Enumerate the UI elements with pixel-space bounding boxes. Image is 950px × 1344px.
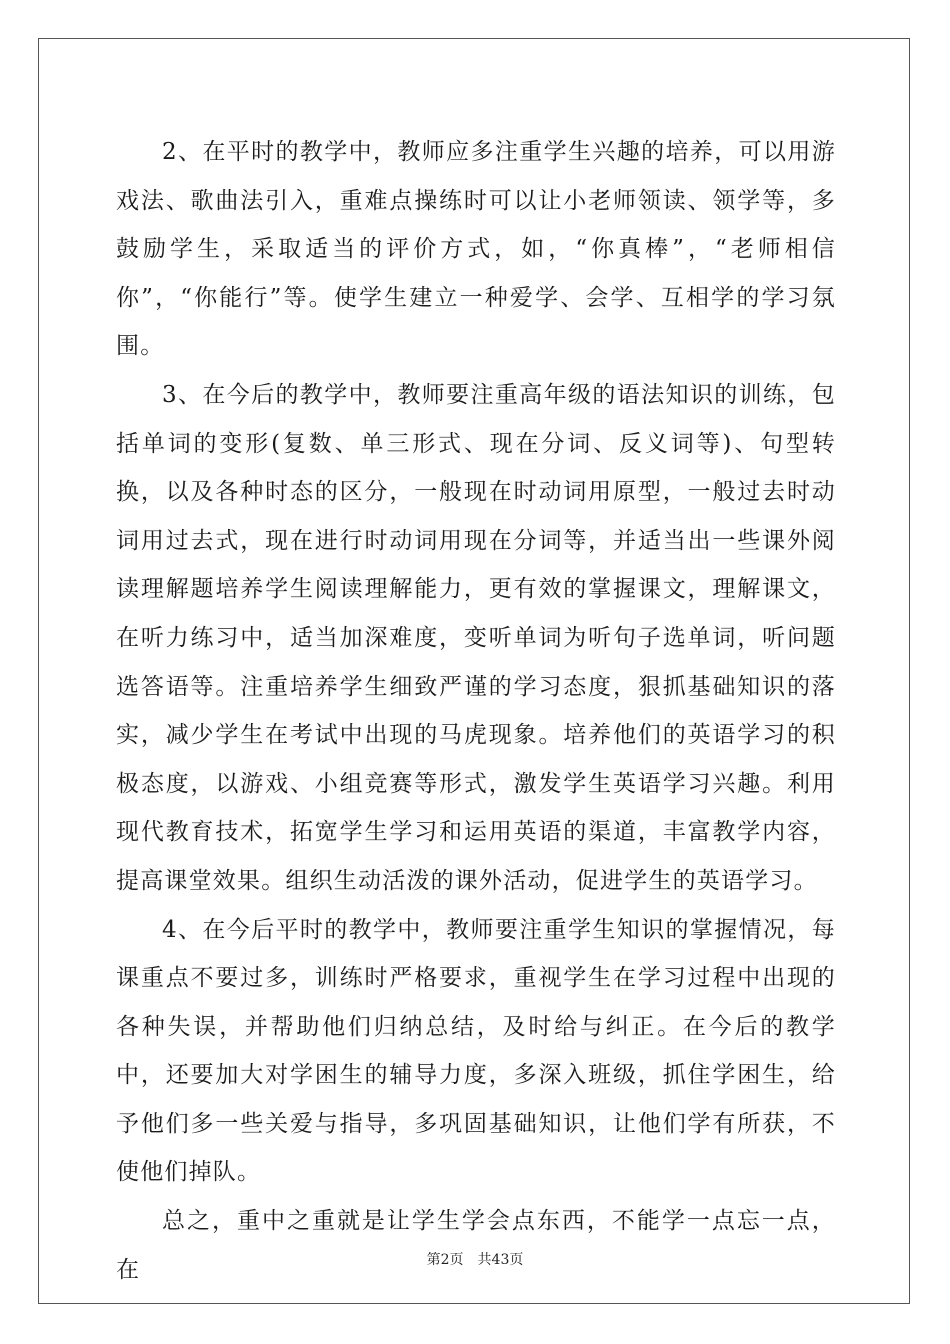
paragraph-4: 4、在今后平时的教学中，教师要注重学生知识的掌握情况，每课重点不要过多，训练时严格要求，重视学生在学习过程中出现的各种失误，并帮助他们归纳总结，及时给与纠正。在今后的教学中，还要加大对学困生的辅导力度，多深入班级，抓住学困生，给予他们多一些关爱与指导，多巩固基础知识，让他们学有所获，不使他们掉队。 xyxy=(116,916,836,1186)
document-body xyxy=(116,128,836,1294)
paragraph-summary: 总之，重中之重就是让学生学会点东西，不能学一点忘一点，在 xyxy=(116,1208,836,1283)
page-number-footer: 第2页 共43页 xyxy=(426,1252,524,1268)
paragraph-3: 3、在今后的教学中，教师要注重高年级的语法知识的训练，包括单词的变形(复数、单三形式、现在分词、反义词等)、句型转换，以及各种时态的区分，一般现在时动词用原型，一般过去时动词用过去式，现在进行时动词用现在分词等，并适当出一些课外阅读理解题培养学生阅读理解能力，更有效的掌握课文，理解课文，在听力练习中，适当加深难度，变听单词为听句子选单词，听问题选答语等。注重培养学生细致严谨的学习态度，狠抓基础知识的落实，减少学生在考试中出现的马虎现象。培养他们的英语学习的积极态度，以游戏、小组竞赛等形式，激发学生英语学习兴趣。利用现代教育技术，拓宽学生学习和运用英语的渠道，丰富教学内容，提高课堂效果。组织生动活泼的课外活动，促进学生的英语学习。 xyxy=(116,381,836,894)
paragraph-2: 2、在平时的教学中，教师应多注重学生兴趣的培养，可以用游戏法、歌曲法引入，重难点操练时可以让小老师领读、领学等，多鼓励学生，采取适当的评价方式，如，“你真棒”，“老师相信你”，“你能行”等。使学生建立一种爱学、会学、互相学的学习氛围。 xyxy=(116,139,836,360)
